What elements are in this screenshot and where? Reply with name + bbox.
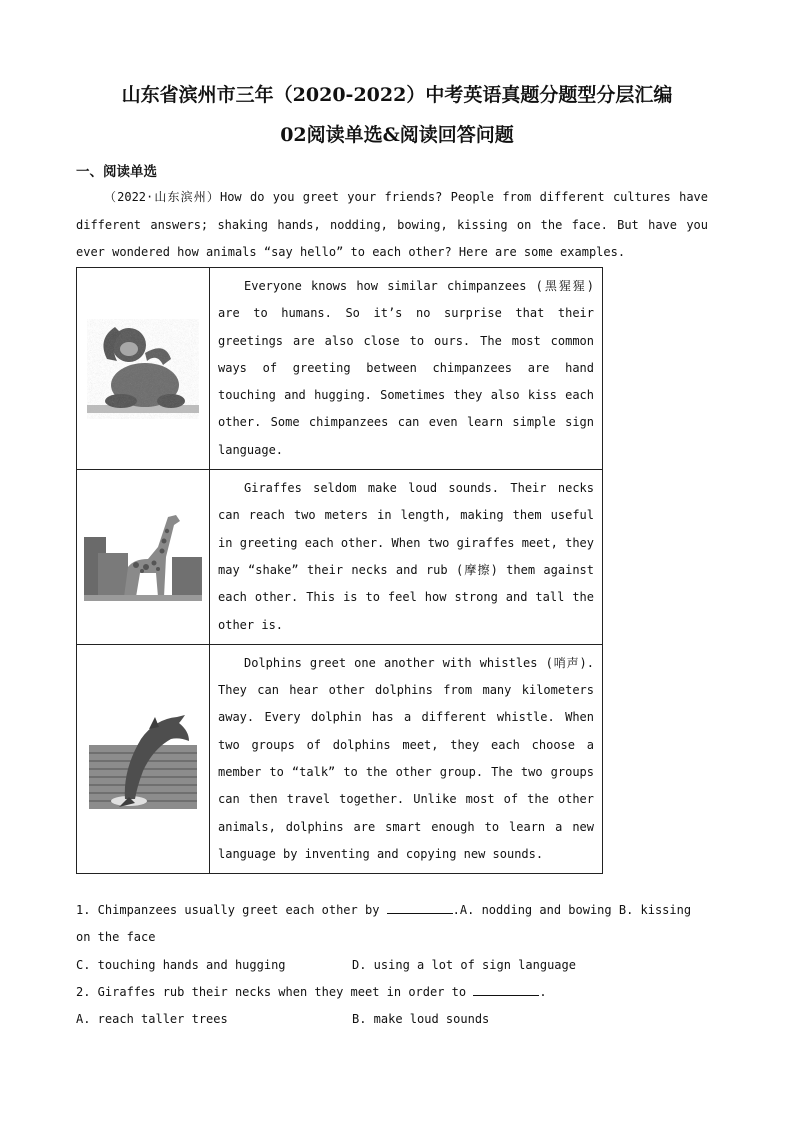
question-1 (76, 897, 708, 952)
passage-row (77, 470, 603, 645)
dolphin-passage: Dolphins greet one another with whistles (哨声). They can hear other dolphins from many kilometers away. Every dolphin has a different whistle. When two groups of dolphins meet, they each choose a member to “talk” to the other group. The two groups can then travel together. Unlike most of the other animals, dolphins are smart enough to learn a new language by inventing and copying new sounds. (218, 655, 594, 861)
section-heading: 一、阅读单选 (76, 164, 157, 180)
question-2-stem: 2. Giraffes rub their necks when they meet in order to (76, 984, 474, 999)
answer-blank[interactable] (473, 983, 539, 996)
intro-paragraph: （2022·山东滨州）How do you greet your friends? People from different cultures have different answers; shaking hands, nodding, bowing, kissing on the face. But have you ever wondered how animals “say hello” to each other? Here are some examples. (76, 190, 708, 259)
question-1-stem: 1. Chimpanzees usually greet each other by (76, 903, 387, 917)
question-1-options-ab: .A. nodding and bowing B. kissing on the face (76, 903, 692, 945)
passage-image-cell (77, 645, 210, 874)
option-b[interactable]: B. make loud sounds (352, 1012, 490, 1027)
chimpanzee-image (87, 319, 199, 419)
passage-row (77, 645, 603, 874)
option-a[interactable]: A. reach taller trees (76, 1012, 228, 1027)
giraffe-image (84, 507, 202, 607)
chimpanzee-passage: Everyone knows how similar chimpanzees (黑猩猩) are to humans. So it’s no surprise that their greetings are also close to ours. The most common ways of greeting between chimpanzees are hand touching and hugging. Sometimes they also kiss each other. Some chimpanzees can even learn simple sign language. (218, 278, 594, 457)
questions-section (76, 897, 708, 1033)
document-title: 山东省滨州市三年（2020-2022）中考英语真题分题型分层汇编 (121, 84, 673, 106)
question-1-options-cd (76, 952, 708, 979)
document-subtitle: 02阅读单选&阅读回答问题 (280, 124, 514, 146)
passage-text-cell (210, 645, 603, 874)
passage-text-cell (210, 470, 603, 645)
question-2-options-ab (76, 1006, 708, 1033)
option-c[interactable]: C. touching hands and hugging (76, 957, 286, 972)
passage-text-cell (210, 268, 603, 470)
option-d[interactable]: D. using a lot of sign language (352, 957, 576, 972)
reading-table (76, 267, 603, 874)
passage-row (77, 268, 603, 470)
passage-image-cell (77, 268, 210, 470)
dolphin-image (89, 709, 197, 809)
question-2-stem-end: . (539, 984, 547, 999)
giraffe-passage: Giraffes seldom make loud sounds. Their necks can reach two meters in length, making them useful in greeting each other. When two giraffes meet, they may “shake” their necks and rub (摩擦) them against each other. This is to feel how strong and tall the other is. (218, 481, 594, 632)
passage-image-cell (77, 470, 210, 645)
answer-blank[interactable] (387, 901, 453, 914)
question-2 (76, 979, 708, 1006)
